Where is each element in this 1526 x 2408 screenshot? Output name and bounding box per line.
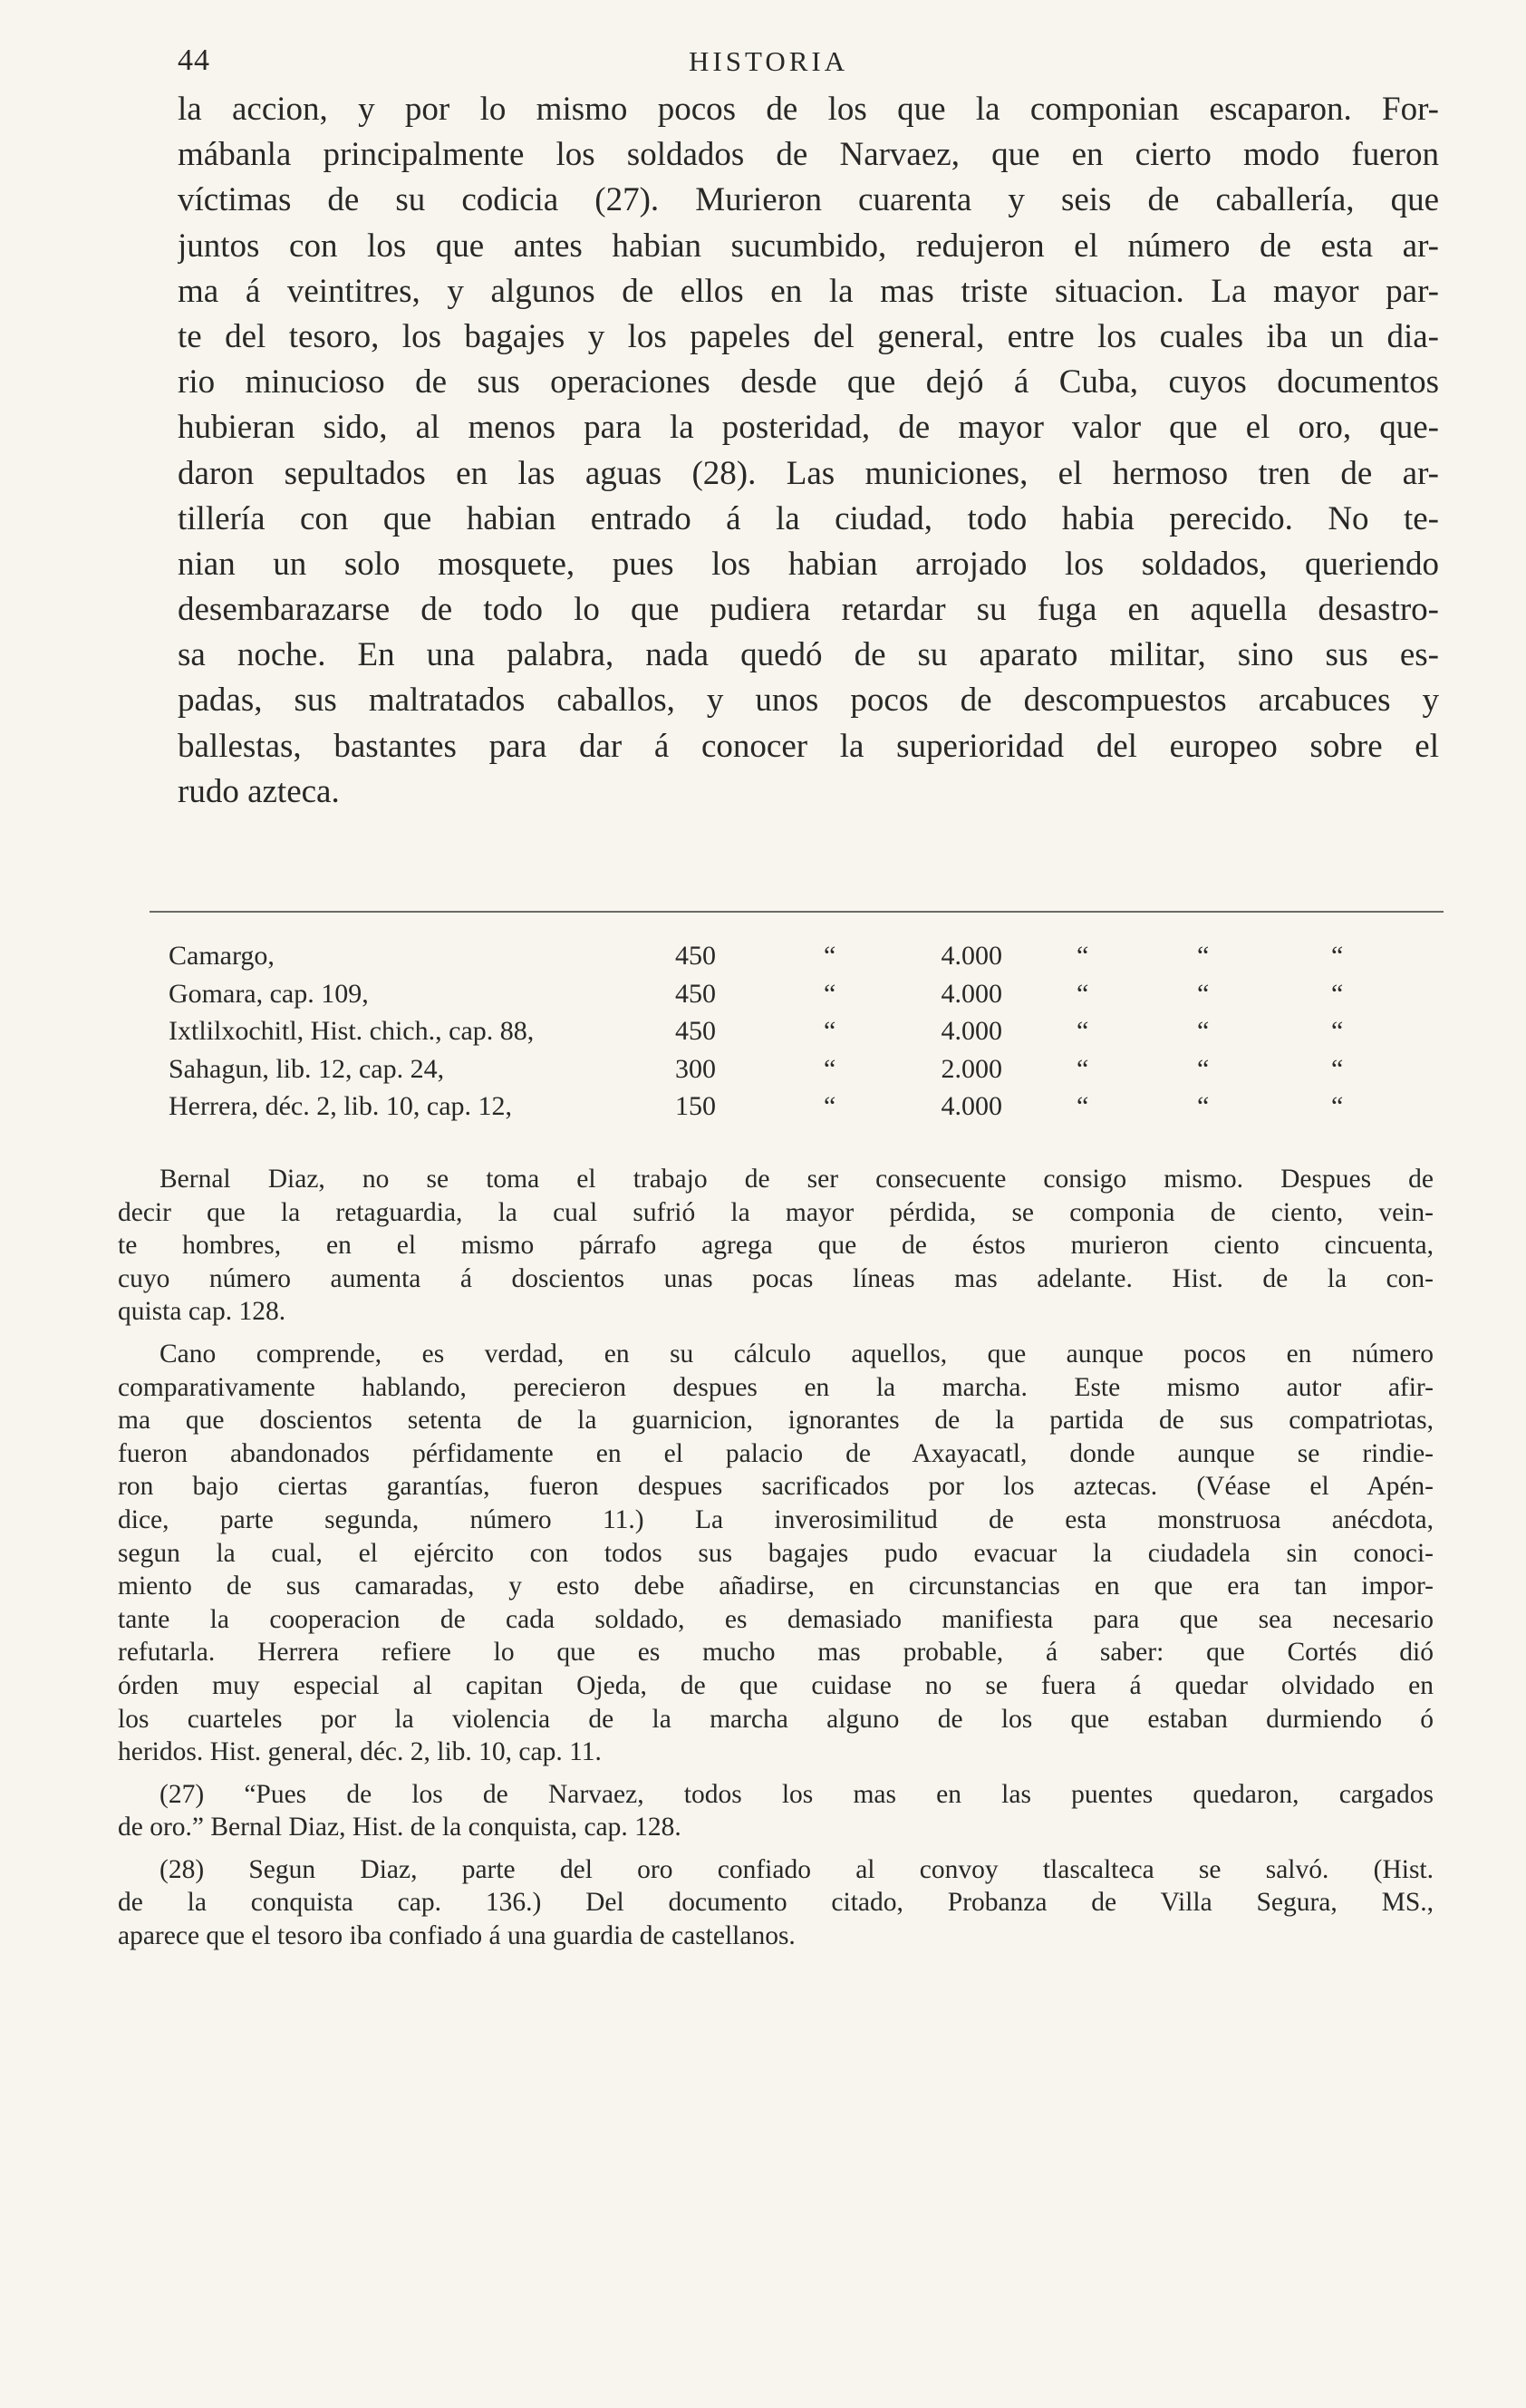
footnote-line: fueron abandonados pérfidamente en el palacio de Axayacatl, donde aunque se rindie- <box>118 1438 1434 1468</box>
ditto-mark: “ <box>1331 1016 1344 1046</box>
ditto-mark: “ <box>824 1091 836 1121</box>
text-line: rio minucioso de sus operaciones desde que dejó á Cuba, cuyos documentos <box>178 363 1439 401</box>
table-value: 4.000 <box>941 1016 1002 1046</box>
footnote-line: tante la cooperacion de cada soldado, es demasiado manifiesta para que sea necesario <box>118 1604 1434 1634</box>
table-value: 450 <box>675 978 716 1009</box>
text-line: desembarazarse de todo lo que pudiera retardar su fuga en aquella desastro- <box>178 591 1439 629</box>
ditto-mark: “ <box>824 1016 836 1046</box>
table-value: 450 <box>675 1016 716 1046</box>
table-value: 2.000 <box>941 1053 1002 1084</box>
ditto-mark: “ <box>1197 1091 1210 1121</box>
ditto-mark: “ <box>1331 978 1344 1009</box>
footnote-line: ma que doscientos setenta de la guarnicion, ignorantes de la partida de sus compatriotas, <box>118 1406 1434 1436</box>
footnote-line: comparativamente hablando, perecieron despues en la marcha. Este mismo autor afir- <box>118 1372 1434 1402</box>
text-line: víctimas de su codicia (27). Murieron cuarenta y seis de caballería, que <box>178 181 1439 219</box>
footnote-line: órden muy especial al capitan Ojeda, de que cuidase no se fuera á quedar olvidado en <box>118 1670 1434 1700</box>
text-line: tillería con que habian entrado á la ciudad, todo habia perecido. No te- <box>178 499 1439 537</box>
ditto-mark: “ <box>1077 1016 1089 1046</box>
ditto-mark: “ <box>1197 1016 1210 1046</box>
running-head: HISTORIA <box>689 45 849 77</box>
footnote-line: aparece que el tesoro iba confiado á una guardia de castellanos. <box>118 1921 796 1951</box>
main-text <box>178 87 1439 815</box>
ditto-mark: “ <box>1331 941 1344 971</box>
table-value: 4.000 <box>941 978 1002 1009</box>
footnote-line: de la conquista cap. 136.) Del documento citado, Probanza de Villa Segura, MS., <box>118 1888 1434 1918</box>
footnote-line: dice, parte segunda, número 11.) La inverosimilitud de esta monstruosa anécdota, <box>118 1504 1434 1534</box>
text-line: rudo azteca. <box>178 772 340 810</box>
table-value: 150 <box>675 1091 716 1121</box>
table-value: 450 <box>675 941 716 971</box>
table-value: 300 <box>675 1053 716 1084</box>
footnote-line: segun la cual, el ejército con todos sus bagajes pudo evacuar la ciudadela sin conoci- <box>118 1538 1434 1568</box>
page-number: 44 <box>178 44 210 77</box>
footnote-line: miento de sus camaradas, y esto debe añadirse, en circunstancias en que era tan impor- <box>118 1571 1434 1601</box>
table-row <box>169 1091 1347 1129</box>
text-line: hubieran sido, al menos para la posteridad, de mayor valor que el oro, que- <box>178 409 1439 447</box>
footnotes <box>118 1163 1434 1953</box>
text-line: te del tesoro, los bagajes y los papeles del general, entre los cuales iba un dia- <box>178 317 1439 355</box>
ditto-mark: “ <box>824 978 836 1009</box>
table-row <box>169 1016 1347 1054</box>
ditto-mark: “ <box>1197 1053 1210 1084</box>
ditto-mark: “ <box>1331 1053 1344 1084</box>
ditto-mark: “ <box>824 941 836 971</box>
footnote-line: cuyo número aumenta á doscientos unas pocas líneas mas adelante. Hist. de la con- <box>118 1263 1434 1293</box>
table-source: Ixtlilxochitl, Hist. chich., cap. 88, <box>169 1016 535 1046</box>
ditto-mark: “ <box>1331 1091 1344 1121</box>
text-line: sa noche. En una palabra, nada quedó de su aparato militar, sino sus es- <box>178 636 1439 674</box>
ditto-mark: “ <box>1197 978 1210 1009</box>
text-line: la accion, y por lo mismo pocos de los que la componian escaparon. For- <box>178 91 1439 128</box>
table-source: Gomara, cap. 109, <box>169 978 369 1009</box>
ditto-mark: “ <box>1077 978 1089 1009</box>
ditto-mark: “ <box>1077 1091 1089 1121</box>
footnote-line: ron bajo ciertas garantías, fueron despues sacrificados por los aztecas. (Véase el Apén- <box>118 1472 1434 1502</box>
table-value: 4.000 <box>941 941 1002 971</box>
footnote-line: los cuarteles por la violencia de la marcha alguno de los que estaban durmiendo ó <box>118 1704 1434 1734</box>
ditto-mark: “ <box>1077 1053 1089 1084</box>
table-value: 4.000 <box>941 1091 1002 1121</box>
table-row <box>169 941 1347 979</box>
footnote-divider <box>150 911 1444 913</box>
text-line: padas, sus maltratados caballos, y unos pocos de descompuestos arcabuces y <box>178 682 1439 720</box>
text-line: mábanla principalmente los soldados de Narvaez, que en cierto modo fueron <box>178 136 1439 174</box>
footnote-line: (27) “Pues de los de Narvaez, todos los mas en las puentes quedaron, cargados <box>159 1779 1434 1809</box>
footnote-line: te hombres, en el mismo párrafo agrega que de éstos murieron ciento cincuenta, <box>118 1231 1434 1261</box>
footnote-line: Cano comprende, es verdad, en su cálculo aquellos, que aunque pocos en número <box>159 1339 1434 1368</box>
text-line: nian un solo mosquete, pues los habian arrojado los soldados, queriendo <box>178 545 1439 583</box>
ditto-mark: “ <box>1197 941 1210 971</box>
text-line: ballestas, bastantes para dar á conocer la superioridad del europeo sobre el <box>178 727 1439 765</box>
table-source: Herrera, déc. 2, lib. 10, cap. 12, <box>169 1091 513 1121</box>
footnote-line: decir que la retaguardia, la cual sufrió la mayor pérdida, se componia de ciento, vein- <box>118 1197 1434 1227</box>
text-line: juntos con los que antes habian sucumbido, redujeron el número de esta ar- <box>178 227 1439 265</box>
footnote-line: refutarla. Herrera refiere lo que es mucho mas probable, á saber: que Cortés dió <box>118 1638 1434 1668</box>
table-row <box>169 1054 1347 1092</box>
text-line: ma á veintitres, y algunos de ellos en la mas triste situacion. La mayor par- <box>178 272 1439 310</box>
table-source: Camargo, <box>169 941 275 971</box>
ditto-mark: “ <box>1077 941 1089 971</box>
table-source: Sahagun, lib. 12, cap. 24, <box>169 1053 445 1084</box>
footnote-line: heridos. Hist. general, déc. 2, lib. 10, cap. 11. <box>118 1737 602 1767</box>
footnote-line: Bernal Diaz, no se toma el trabajo de ser consecuente consigo mismo. Despues de <box>159 1165 1434 1194</box>
casualty-table <box>169 941 1347 1129</box>
footnote-line: (28) Segun Diaz, parte del oro confiado al convoy tlascalteca se salvó. (Hist. <box>159 1854 1434 1884</box>
footnote-line: quista cap. 128. <box>118 1297 286 1327</box>
text-line: daron sepultados en las aguas (28). Las municiones, el hermoso tren de ar- <box>178 454 1439 492</box>
footnote-line: de oro.” Bernal Diaz, Hist. de la conquista, cap. 128. <box>118 1813 681 1842</box>
table-row <box>169 979 1347 1017</box>
ditto-mark: “ <box>824 1053 836 1084</box>
